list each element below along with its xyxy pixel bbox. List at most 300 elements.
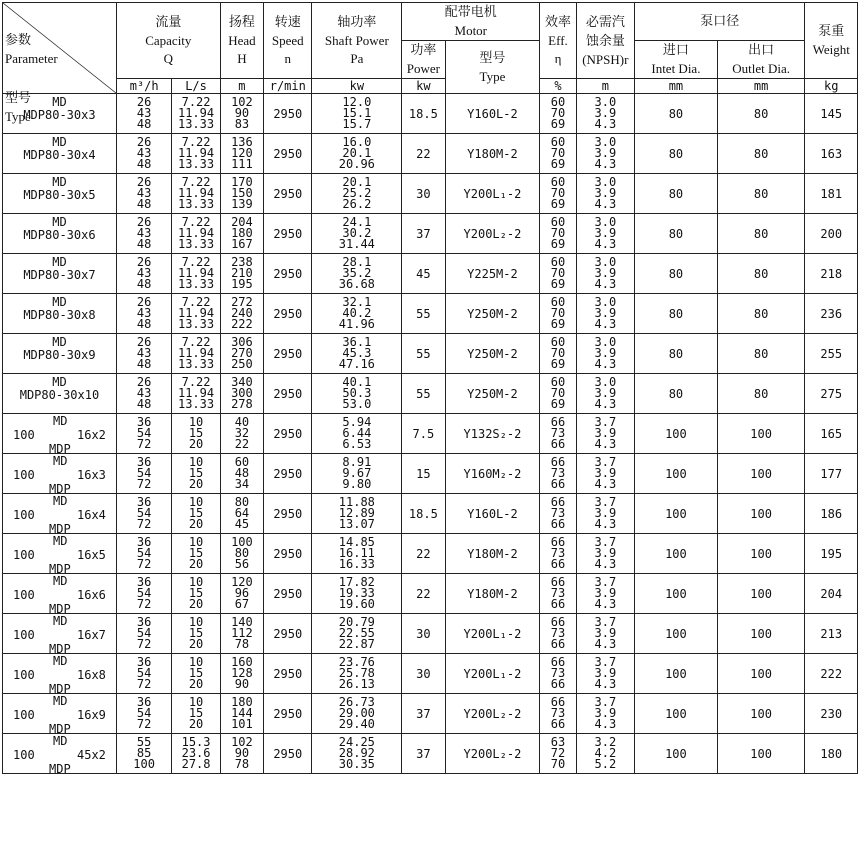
efficiency-cell-value: 66 [550, 615, 566, 629]
motor-type-cell: Y200L₁-2 [445, 654, 540, 694]
motor-type-header: 型号 Type [445, 41, 540, 94]
flow-ls-cell [172, 294, 220, 334]
shaft-power-cell-value: 29.40 [338, 717, 375, 731]
weight-cell: 230 [805, 694, 858, 734]
flow-m3h-cell-value: 36 [136, 575, 152, 589]
outlet-cell: 80 [717, 134, 805, 174]
outlet-header: 出口 Outlet Dia. [717, 41, 805, 79]
efficiency-cell-value: 66 [550, 557, 566, 571]
efficiency-cell [540, 94, 576, 134]
weight-header: 泵重 Weight [805, 3, 858, 79]
head-cell-value: 160 [231, 655, 253, 669]
motor-type-cell: Y180M-2 [445, 534, 540, 574]
head-cell-value: 270 [231, 346, 253, 360]
flow-m3h-cell-value: 48 [136, 117, 152, 131]
head-cell [220, 494, 263, 534]
model-stage: 16x6 [77, 588, 106, 602]
table-row [3, 694, 858, 734]
shaft-power-cell-value: 53.0 [342, 397, 372, 411]
efficiency-cell [540, 654, 576, 694]
head-cell-value: 120 [231, 146, 253, 160]
table-row [3, 334, 858, 374]
efficiency-cell-value: 69 [550, 277, 566, 291]
npsh-cell [576, 334, 634, 374]
npsh-cell-value: 5.2 [594, 757, 617, 771]
model-series-mdp: MDP [49, 522, 71, 536]
head-cell-value: 48 [234, 466, 250, 480]
flow-m3h-cell-value: 43 [136, 386, 152, 400]
inlet-header: 进口 Intet Dia. [635, 41, 718, 79]
flow-m3h-cell [116, 574, 171, 614]
shaft-power-cell [312, 94, 402, 134]
npsh-cell-value: 4.3 [594, 677, 617, 691]
model-name: MDP80-30x8 [23, 308, 96, 322]
npsh-cell-value: 3.0 [594, 295, 617, 309]
flow-ls-cell-value: 13.33 [177, 117, 215, 131]
shaft-power-cell-value: 12.89 [338, 506, 375, 520]
head-cell-value: 64 [234, 506, 250, 520]
flow-ls-cell [172, 654, 220, 694]
efficiency-cell-value: 73 [550, 586, 566, 600]
efficiency-cell-value: 70 [550, 186, 566, 200]
outlet-cell: 100 [717, 534, 805, 574]
npsh-cell-value: 4.3 [594, 637, 617, 651]
shaft-power-cell [312, 414, 402, 454]
model-stage: 16x9 [77, 708, 106, 722]
flow-m3h-cell-value: 72 [136, 677, 152, 691]
inlet-cell: 100 [635, 534, 718, 574]
flow-ls-cell-value: 7.22 [181, 215, 211, 229]
npsh-cell [576, 494, 634, 534]
flow-ls-cell-value: 11.94 [177, 186, 215, 200]
shaft-power-cell-value: 26.73 [338, 695, 375, 709]
table-row [3, 534, 858, 574]
motor-power-cell: 30 [402, 654, 445, 694]
npsh-cell-value: 4.3 [594, 477, 617, 491]
efficiency-cell-value: 66 [550, 535, 566, 549]
model-series-md: MD [53, 574, 68, 588]
efficiency-cell-value: 70 [550, 266, 566, 280]
npsh-cell-value: 3.0 [594, 335, 617, 349]
flow-m3h-cell [116, 654, 171, 694]
head-cell-value: 40 [234, 415, 250, 429]
npsh-cell-value: 4.3 [594, 397, 617, 411]
motor-type-cell: Y160L-2 [445, 94, 540, 134]
npsh-cell-value: 4.3 [594, 277, 617, 291]
head-cell-value: 83 [234, 117, 250, 131]
model-dia: 100 [13, 428, 35, 442]
motor-type-cell: Y200L₁-2 [445, 174, 540, 214]
efficiency-cell [540, 334, 576, 374]
shaft-power-cell-value: 50.3 [342, 386, 372, 400]
model-stage: 16x3 [77, 468, 106, 482]
shaft-power-header: 轴功率 Shaft Power Pa [312, 3, 402, 79]
model-series-md: MD [53, 414, 68, 428]
motor-type-cell: Y160L-2 [445, 494, 540, 534]
npsh-cell-value: 3.7 [594, 495, 617, 509]
shaft-power-cell-value: 20.1 [342, 146, 372, 160]
head-cell [220, 694, 263, 734]
shaft-power-cell-value: 36.68 [338, 277, 375, 291]
model-name: MDP80-30x5 [23, 188, 96, 202]
model-dia: 100 [13, 628, 35, 642]
outlet-cell: 100 [717, 454, 805, 494]
model-series-md: MD [53, 534, 68, 548]
model-cell [3, 414, 117, 454]
shaft-power-cell-value: 26.2 [342, 197, 372, 211]
flow-m3h-cell-value: 72 [136, 637, 152, 651]
shaft-power-cell-value: 24.25 [338, 735, 375, 749]
shaft-power-cell-value: 31.44 [338, 237, 375, 251]
flow-ls-cell-value: 10 [188, 575, 204, 589]
flow-m3h-cell-value: 48 [136, 397, 152, 411]
flow-ls-cell [172, 134, 220, 174]
head-cell-value: 32 [234, 426, 250, 440]
shaft-power-cell-value: 9.80 [342, 477, 372, 491]
speed-cell: 2950 [264, 454, 312, 494]
head-cell [220, 614, 263, 654]
outlet-cell: 80 [717, 94, 805, 134]
npsh-cell [576, 134, 634, 174]
shaft-power-cell [312, 494, 402, 534]
model-series: MD [52, 215, 67, 229]
speed-cell: 2950 [264, 334, 312, 374]
efficiency-cell-value: 73 [550, 626, 566, 640]
model-series-md: MD [53, 454, 68, 468]
efficiency-cell [540, 454, 576, 494]
head-cell [220, 734, 263, 774]
efficiency-cell [540, 494, 576, 534]
inlet-cell: 80 [635, 134, 718, 174]
head-cell-value: 100 [231, 535, 253, 549]
efficiency-cell [540, 294, 576, 334]
npsh-cell [576, 694, 634, 734]
model-cell [3, 174, 117, 214]
flow-ls-cell [172, 334, 220, 374]
npsh-cell-value: 4.3 [594, 357, 617, 371]
flow-ls-cell [172, 574, 220, 614]
flow-m3h-cell-value: 100 [133, 757, 155, 771]
head-cell [220, 334, 263, 374]
shaft-power-cell-value: 30.2 [342, 226, 372, 240]
inlet-cell: 100 [635, 454, 718, 494]
head-cell [220, 414, 263, 454]
shaft-power-cell-value: 19.60 [338, 597, 375, 611]
shaft-power-cell-value: 11.88 [338, 495, 375, 509]
flow-ls-cell-value: 13.33 [177, 277, 215, 291]
head-cell [220, 134, 263, 174]
flow-ls-cell-value: 15 [188, 586, 204, 600]
shaft-power-cell-value: 12.0 [342, 95, 372, 109]
npsh-cell-value: 4.3 [594, 517, 617, 531]
flow-m3h-cell-value: 26 [136, 215, 152, 229]
shaft-power-cell-value: 41.96 [338, 317, 375, 331]
efficiency-cell-value: 60 [550, 135, 566, 149]
shaft-power-cell [312, 734, 402, 774]
shaft-power-cell-value: 32.1 [342, 295, 372, 309]
model-cell [3, 294, 117, 334]
efficiency-cell-value: 73 [550, 706, 566, 720]
efficiency-cell [540, 254, 576, 294]
shaft-power-cell-value: 22.87 [338, 637, 375, 651]
efficiency-cell-value: 69 [550, 197, 566, 211]
weight-cell: 163 [805, 134, 858, 174]
model-series-mdp: MDP [49, 482, 71, 496]
table-body [3, 94, 858, 774]
flow-m3h-cell-value: 43 [136, 266, 152, 280]
speed-cell: 2950 [264, 94, 312, 134]
param-cn: 参数 [5, 33, 32, 48]
npsh-cell-value: 3.9 [594, 466, 617, 480]
unit-shaft: kw [312, 79, 402, 94]
flow-ls-cell [172, 734, 220, 774]
npsh-cell-value: 3.9 [594, 666, 617, 680]
npsh-cell-value: 3.9 [594, 506, 617, 520]
efficiency-cell-value: 66 [550, 517, 566, 531]
speed-cell: 2950 [264, 494, 312, 534]
efficiency-cell [540, 174, 576, 214]
unit-npsh: m [576, 79, 634, 94]
power-header: 功率 Power [402, 41, 445, 79]
flow-m3h-cell [116, 254, 171, 294]
flow-ls-cell-value: 20 [188, 637, 204, 651]
npsh-cell-value: 4.3 [594, 437, 617, 451]
flow-m3h-cell-value: 72 [136, 597, 152, 611]
model-dia: 100 [13, 508, 35, 522]
weight-cell: 145 [805, 94, 858, 134]
shaft-power-cell-value: 23.76 [338, 655, 375, 669]
head-cell-value: 102 [231, 95, 253, 109]
model-dia: 100 [13, 588, 35, 602]
npsh-cell-value: 3.7 [594, 615, 617, 629]
efficiency-cell-value: 70 [550, 306, 566, 320]
motor-power-cell: 45 [402, 254, 445, 294]
outlet-cell: 80 [717, 294, 805, 334]
motor-type-cell: Y250M-2 [445, 334, 540, 374]
shaft-power-cell-value: 16.0 [342, 135, 372, 149]
head-cell [220, 174, 263, 214]
npsh-cell [576, 254, 634, 294]
flow-m3h-cell-value: 48 [136, 277, 152, 291]
model-series: MD [52, 255, 67, 269]
speed-cell: 2950 [264, 614, 312, 654]
outlet-cell: 80 [717, 174, 805, 214]
npsh-cell [576, 574, 634, 614]
head-cell-value: 90 [234, 677, 250, 691]
flow-m3h-cell [116, 94, 171, 134]
efficiency-cell-value: 66 [550, 455, 566, 469]
shaft-power-cell-value: 15.7 [342, 117, 372, 131]
head-cell-value: 22 [234, 437, 250, 451]
model-stage: 16x8 [77, 668, 106, 682]
npsh-cell [576, 174, 634, 214]
model-cell [3, 94, 117, 134]
shaft-power-cell [312, 334, 402, 374]
flow-ls-cell-value: 20 [188, 557, 204, 571]
npsh-cell-value: 3.0 [594, 255, 617, 269]
npsh-cell-value: 3.9 [594, 266, 617, 280]
flow-m3h-cell-value: 72 [136, 477, 152, 491]
npsh-cell-value: 3.7 [594, 655, 617, 669]
head-cell-value: 144 [231, 706, 253, 720]
head-cell-value: 102 [231, 735, 253, 749]
efficiency-cell-value: 70 [550, 146, 566, 160]
outlet-cell: 100 [717, 734, 805, 774]
head-cell [220, 294, 263, 334]
efficiency-cell-value: 72 [550, 746, 566, 760]
efficiency-cell-value: 69 [550, 157, 566, 171]
outlet-cell: 80 [717, 374, 805, 414]
flow-ls-cell-value: 23.6 [181, 746, 211, 760]
model-series-md: MD [53, 734, 68, 748]
head-cell-value: 45 [234, 517, 250, 531]
model-cell [3, 694, 117, 734]
flow-ls-cell-value: 11.94 [177, 306, 215, 320]
shaft-power-cell-value: 19.33 [338, 586, 375, 600]
model-dia: 100 [13, 468, 35, 482]
efficiency-cell [540, 614, 576, 654]
model-dia: 100 [13, 748, 35, 762]
inlet-cell: 100 [635, 694, 718, 734]
efficiency-cell-value: 70 [550, 346, 566, 360]
flow-m3h-cell-value: 26 [136, 135, 152, 149]
shaft-power-cell-value: 30.35 [338, 757, 375, 771]
flow-ls-cell [172, 214, 220, 254]
head-cell-value: 195 [231, 277, 253, 291]
motor-type-cell: Y225M-2 [445, 254, 540, 294]
npsh-cell-value: 4.3 [594, 557, 617, 571]
head-cell-value: 300 [231, 386, 253, 400]
motor-type-cell: Y200L₂-2 [445, 694, 540, 734]
efficiency-cell [540, 414, 576, 454]
speed-cell: 2950 [264, 414, 312, 454]
npsh-cell-value: 3.7 [594, 455, 617, 469]
shaft-power-cell [312, 614, 402, 654]
type-en: Type [5, 109, 31, 124]
model-cell [3, 654, 117, 694]
motor-type-cell: Y160M₂-2 [445, 454, 540, 494]
outlet-cell: 100 [717, 494, 805, 534]
model-series-md: MD [53, 694, 68, 708]
model-series-mdp: MDP [49, 762, 71, 776]
motor-type-cell: Y132S₂-2 [445, 414, 540, 454]
flow-ls-cell-value: 7.22 [181, 175, 211, 189]
flow-ls-cell-value: 20 [188, 677, 204, 691]
flow-ls-cell-value: 13.33 [177, 357, 215, 371]
efficiency-cell-value: 69 [550, 237, 566, 251]
table-row [3, 214, 858, 254]
table-row [3, 254, 858, 294]
inlet-cell: 80 [635, 174, 718, 214]
efficiency-cell-value: 70 [550, 226, 566, 240]
head-cell-value: 34 [234, 477, 250, 491]
flow-m3h-cell-value: 72 [136, 557, 152, 571]
flow-m3h-cell-value: 48 [136, 317, 152, 331]
flow-ls-cell [172, 534, 220, 574]
shaft-power-cell-value: 35.2 [342, 266, 372, 280]
efficiency-cell-value: 66 [550, 597, 566, 611]
efficiency-cell-value: 69 [550, 397, 566, 411]
head-cell-value: 167 [231, 237, 253, 251]
motor-power-cell: 37 [402, 214, 445, 254]
head-cell-value: 128 [231, 666, 253, 680]
npsh-cell-value: 4.3 [594, 317, 617, 331]
motor-type-cell: Y180M-2 [445, 134, 540, 174]
npsh-cell-value: 3.7 [594, 695, 617, 709]
npsh-cell-value: 4.3 [594, 117, 617, 131]
flow-m3h-cell-value: 36 [136, 655, 152, 669]
npsh-cell-value: 3.9 [594, 186, 617, 200]
speed-cell: 2950 [264, 214, 312, 254]
shaft-power-cell-value: 5.94 [342, 415, 372, 429]
flow-ls-cell-value: 10 [188, 535, 204, 549]
flow-m3h-cell [116, 374, 171, 414]
shaft-power-cell-value: 20.79 [338, 615, 375, 629]
flow-ls-cell [172, 374, 220, 414]
weight-cell: 177 [805, 454, 858, 494]
efficiency-cell-value: 60 [550, 215, 566, 229]
shaft-power-cell-value: 25.78 [338, 666, 375, 680]
flow-m3h-cell-value: 36 [136, 455, 152, 469]
npsh-cell-value: 3.9 [594, 706, 617, 720]
weight-cell: 200 [805, 214, 858, 254]
outlet-cell: 80 [717, 254, 805, 294]
weight-cell: 255 [805, 334, 858, 374]
npsh-cell [576, 94, 634, 134]
model-series: MD [52, 295, 67, 309]
flow-ls-cell-value: 7.22 [181, 335, 211, 349]
efficiency-cell-value: 60 [550, 175, 566, 189]
efficiency-cell-value: 66 [550, 717, 566, 731]
inlet-cell: 100 [635, 734, 718, 774]
npsh-cell [576, 654, 634, 694]
flow-ls-cell [172, 614, 220, 654]
efficiency-cell-value: 69 [550, 117, 566, 131]
flow-m3h-cell [116, 534, 171, 574]
table-row [3, 734, 858, 774]
motor-power-cell: 37 [402, 734, 445, 774]
shaft-power-cell [312, 654, 402, 694]
model-series-mdp: MDP [49, 642, 71, 656]
model-series-mdp: MDP [49, 562, 71, 576]
flow-m3h-cell-value: 43 [136, 186, 152, 200]
flow-ls-cell-value: 27.8 [181, 757, 211, 771]
speed-cell: 2950 [264, 534, 312, 574]
shaft-power-cell-value: 36.1 [342, 335, 372, 349]
model-name: MDP80-30x6 [23, 228, 96, 242]
efficiency-cell [540, 214, 576, 254]
npsh-cell [576, 454, 634, 494]
head-cell-value: 78 [234, 757, 250, 771]
outlet-cell: 100 [717, 694, 805, 734]
flow-m3h-cell-value: 36 [136, 415, 152, 429]
outlet-cell: 100 [717, 414, 805, 454]
type-cn: 型号 [5, 91, 32, 106]
efficiency-cell-value: 66 [550, 655, 566, 669]
weight-cell: 275 [805, 374, 858, 414]
efficiency-cell-value: 73 [550, 466, 566, 480]
efficiency-cell-value: 69 [550, 317, 566, 331]
inlet-cell: 100 [635, 574, 718, 614]
flow-m3h-cell-value: 54 [136, 666, 152, 680]
outlet-cell: 80 [717, 334, 805, 374]
flow-m3h-cell-value: 48 [136, 197, 152, 211]
model-series: MD [52, 375, 67, 389]
shaft-power-cell-value: 40.1 [342, 375, 372, 389]
shaft-power-cell-value: 24.1 [342, 215, 372, 229]
efficiency-cell-value: 66 [550, 495, 566, 509]
model-series: MD [52, 95, 67, 109]
